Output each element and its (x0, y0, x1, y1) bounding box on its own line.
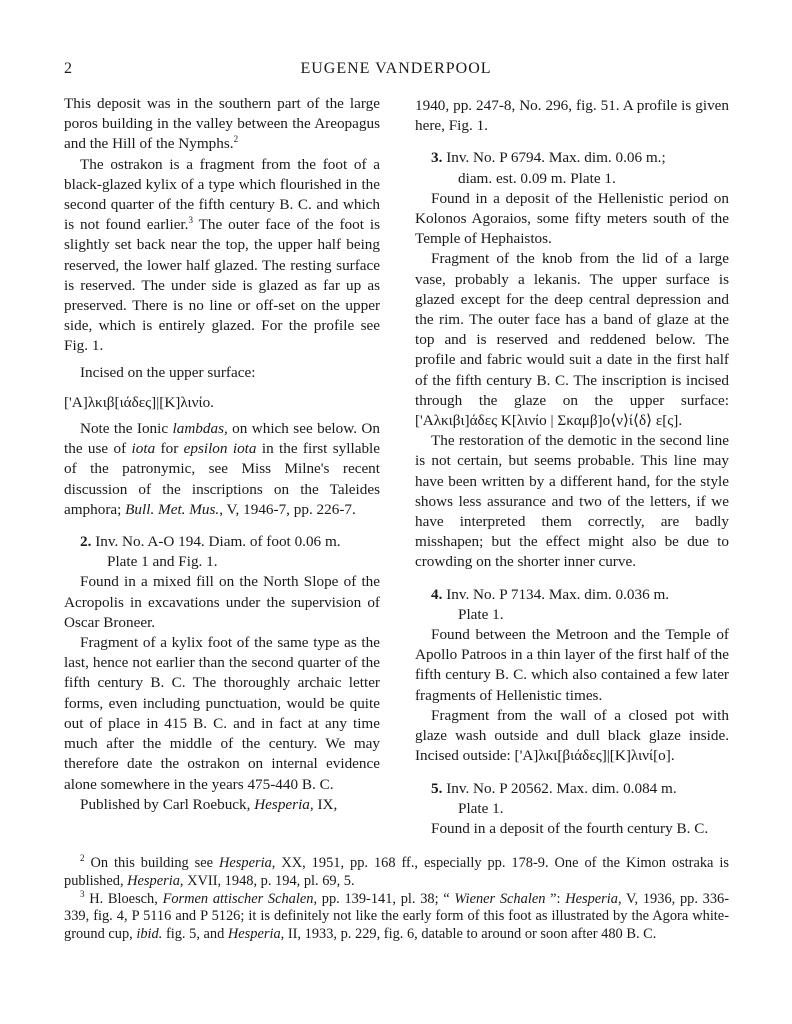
greek-inscription: ['Α]λκιβ[ιάδες]|[Κ]λινίο. (64, 393, 214, 411)
paragraph: The ostrakon is a fragment from the foot of a black-glazed kylix of a type which flourished in the second quarter of the fifth century B. C. and which is not found earlier.$^3$ The outer face of the foot is slightly set back near the top, the upper half being reserved, the lower half glazed. The resting surface is reserved. The under side is glazed as far up as preserved. There is no line or off-set on the upper side, which is entirely glazed. For the profile see Fig. 1. (64, 155, 380, 355)
greek-inscription: ['Αλκιβι]άδες Κ[λινίο | Σκαμβ]ο⟨ν⟩ί⟨δ⟩ ε[ς]. (415, 412, 683, 430)
catalog-entry-4: 4. Inv. No. P 7134. Max. dim. 0.036 m. Plate 1. (431, 585, 670, 623)
catalog-entry-2: 2. Inv. No. A-O 194. Diam. of foot 0.06 m. Plate 1 and Fig. 1. (80, 533, 341, 571)
footnote-ref[interactable]: 2 (233, 134, 239, 145)
running-title: EUGENE VANDERPOOL (300, 60, 492, 77)
footnotes (64, 855, 729, 944)
paragraph: Found in a deposit of the fourth century B. C. (431, 819, 709, 837)
paragraph: 1940, pp. 247-8, No. 296, fig. 51. A profile is given here, Fig. 1. (415, 97, 729, 135)
paragraph: Incised on the upper surface: (80, 363, 256, 381)
left-column (64, 94, 380, 815)
paragraph: The restoration of the demotic in the second line is not certain, but seems probable. This line may have been written by a different hand, for the style shows less assurance and two of the letters, if we have interpreted them correctly, are badly misshapen; but the effect might also be due to crowding on the shorter inner curve. (415, 432, 729, 571)
footnote-ref[interactable]: 3 (188, 215, 193, 226)
paragraph: Published by Carl Roebuck, Hesperia, IX, (80, 795, 338, 813)
paragraph: Fragment from the wall of a closed pot with glaze wash outside and dull black glaze inside. Incised outside: ['Α]λκι[βιάδες]|[Κ]λινί[ο]. (415, 706, 729, 765)
catalog-entry-3: 3. Inv. No. P 6794. Max. dim. 0.06 m.; diam. est. 0.09 m. Plate 1. (431, 149, 666, 187)
footnote-3: $^3$ H. Bloesch, Formen attischer Schalen, pp. 139-141, pl. 38; “ Wiener Schalen ”: Hesperia, V, 1936, pp. 336-339, fig. 4, P 5116 and P 5126; it is definitely not like the early form of this foot as illustrated by the Agora white-ground cup, ibid. fig. 5, and Hesperia, II, 1933, p. 229, fig. 6, datable to around or soon after 480 B. C. (64, 888, 730, 943)
paragraph: Found in a deposit of the Hellenistic period on Kolonos Agoraios, some fifty meters south of the Temple of Hephaistos. (415, 189, 729, 248)
paragraph: Fragment of a kylix foot of the same type as the last, hence not earlier than the second quarter of the fifth century B. C. The thoroughly archaic letter forms, even including punctuation, would be quite out of place in 415 B. C. and in fact at any time much after the middle of the century. We may therefore date the ostrakon on internal evidence alone somewhere in the years 475-440 B. C. (64, 634, 380, 793)
paragraph: Found in a mixed fill on the North Slope of the Acropolis in excavations under the supervision of Oscar Broneer. (64, 573, 380, 631)
paragraph: Found between the Metroon and the Temple of Apollo Patroos in a thin layer of the first half of the fifth century B. C. which also contained a few later fragments of Hellenistic times. (415, 626, 729, 704)
paragraph: Fragment of the knob from the lid of a large vase, probably a lekanis. The upper surface is glazed except for the deep central depression and the rim. The outer face has a band of glaze at the top and is reserved and reddened below. The profile and fabric would suit a date in the first half of the fifth century B. C. The inscription is incised through the glaze on the upper surface: ['Αλκιβι]άδες Κ[λινίο | Σκαμβ]ο⟨ν⟩ί⟨δ⟩ ε[ς]. (415, 250, 729, 430)
footnote-2: $^2$ On this building see Hesperia, XX, 1951, pp. 168 ff., especially pp. 178-9. One of the Kimon ostraka is published, Hesperia, XVII, 1948, p. 194, pl. 69, 5. (64, 853, 729, 889)
right-column (415, 96, 729, 839)
paragraph: Note the Ionic lambdas, on which see below. On the use of iota for epsilon iota in the first syllable of the patronymic, see Miss Milne's recent discussion of the inscriptions on the Taleides amphora; Bull. Met. Mus., V, 1946-7, pp. 226-7. (64, 420, 380, 518)
catalog-entry-5: 5. Inv. No. P 20562. Max. dim. 0.084 m. Plate 1. (431, 779, 677, 817)
paragraph: This deposit was in the southern part of the large poros building in the valley between the Areopagus and the Hill of the Nymphs.$^2$ (64, 95, 380, 153)
page-number: 2 (64, 60, 72, 77)
